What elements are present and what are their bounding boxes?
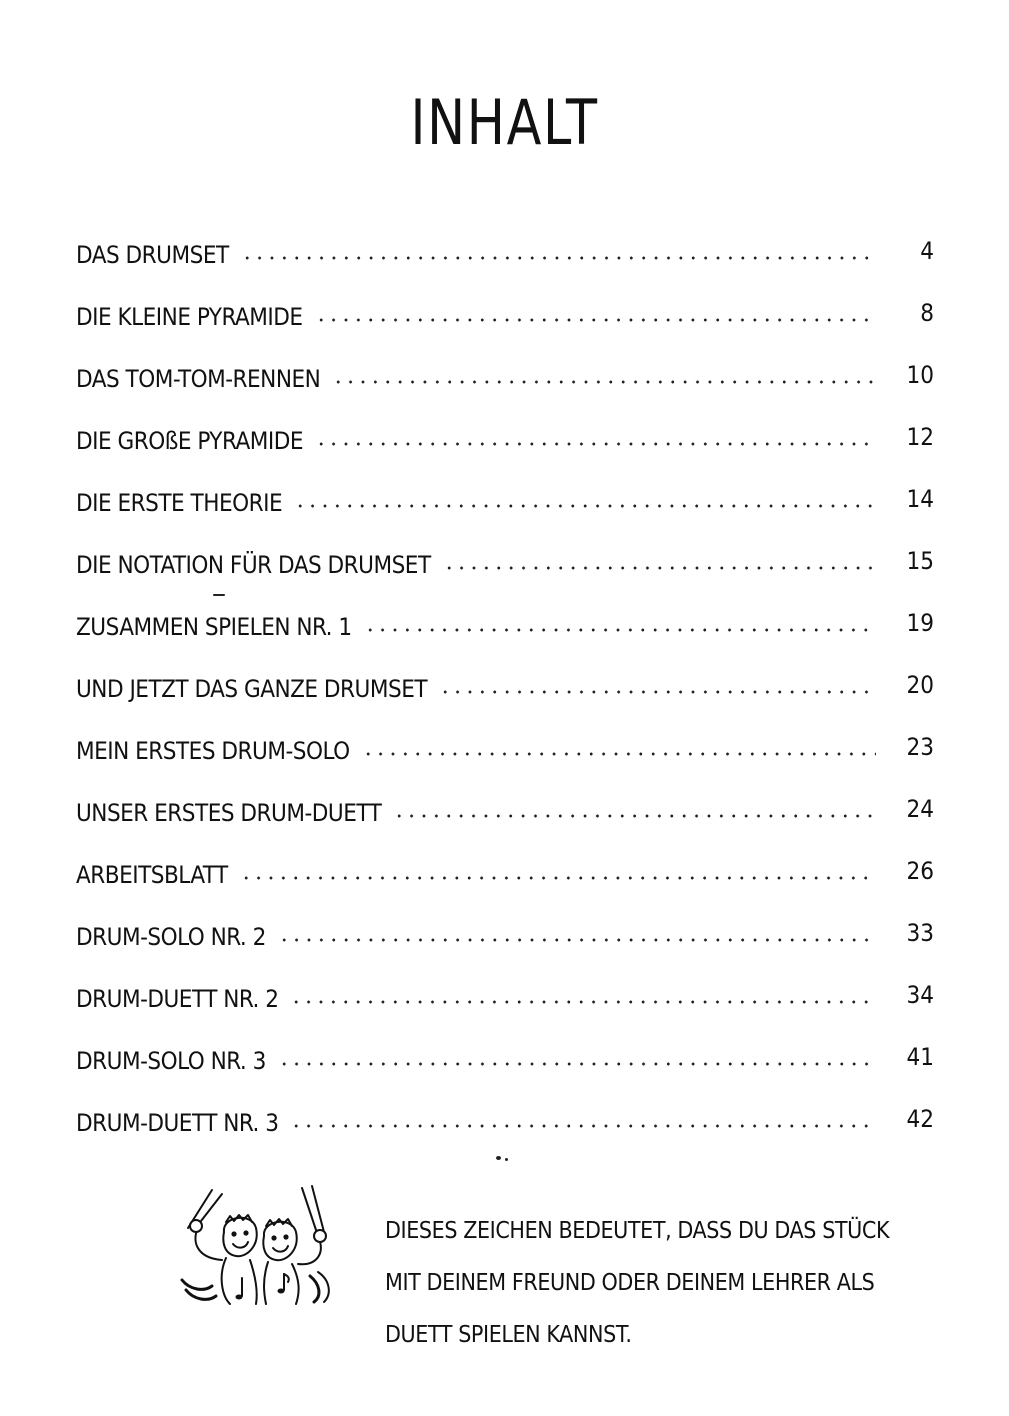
toc-leader-dots	[278, 934, 876, 946]
toc-entry-label: UND JETZT DAS GANZE DRUMSET	[76, 675, 428, 703]
toc-entry-label: DIE ERSTE THEORIE	[76, 489, 283, 517]
toc-entry-label: MEIN ERSTES DRUM-SOLO	[76, 737, 350, 765]
toc-entry	[76, 726, 938, 766]
toc-entry-label: DAS TOM-TOM-RENNEN	[76, 365, 321, 393]
toc-entry-label: DRUM-DUETT NR. 3	[76, 1109, 279, 1137]
duet-explanation-line: MIT DEINEM FREUND ODER DEINEM LEHRER ALS	[385, 1270, 875, 1296]
toc-leader-dots	[240, 872, 876, 884]
toc-entry	[76, 416, 938, 456]
toc-leader-dots	[439, 686, 876, 698]
toc-leader-dots	[315, 314, 876, 326]
toc-leader-dots	[290, 996, 876, 1008]
toc-entry-page: 10	[906, 361, 934, 389]
toc-entry-page: 34	[906, 981, 934, 1009]
toc-entry-label: DIE NOTATION FÜR DAS DRUMSET	[76, 551, 431, 579]
page-title: INHALT	[410, 86, 599, 159]
duet-explanation	[385, 1205, 965, 1361]
toc-leader-dots	[364, 624, 876, 636]
toc-entry-page: 20	[906, 671, 934, 699]
toc-entry-label: DRUM-SOLO NR. 3	[76, 1047, 266, 1075]
toc-entry	[76, 354, 938, 394]
toc-leader-dots	[294, 500, 876, 512]
toc-entry	[76, 292, 938, 332]
duet-explanation-line: DUETT SPIELEN KANNST.	[385, 1322, 632, 1348]
toc-entry	[76, 478, 938, 518]
toc-leader-dots	[278, 1058, 876, 1070]
toc-leader-dots	[290, 1120, 876, 1132]
scan-speck	[496, 1156, 501, 1160]
toc-leader-dots	[332, 376, 876, 388]
toc-leader-dots	[443, 562, 876, 574]
toc-entry-page: 26	[906, 857, 934, 885]
toc-entry	[76, 1036, 938, 1076]
toc-entry-label: DRUM-DUETT NR. 2	[76, 985, 279, 1013]
toc-entry-page: 12	[906, 423, 934, 451]
toc-entry-label: DIE KLEINE PYRAMIDE	[76, 303, 303, 331]
toc-entry	[76, 912, 938, 952]
toc-entry-page: 33	[906, 919, 934, 947]
toc-entry-label: ARBEITSBLATT	[76, 861, 228, 889]
duet-explanation-line: DIESES ZEICHEN BEDEUTET, DASS DU DAS STÜCK	[385, 1218, 890, 1244]
toc-leader-dots	[362, 748, 876, 760]
toc-entry-label: DRUM-SOLO NR. 2	[76, 923, 266, 951]
toc-entry	[76, 230, 938, 270]
toc-entry-page: 14	[906, 485, 934, 513]
scan-speck	[213, 594, 225, 596]
toc-entry-page: 4	[920, 237, 934, 265]
toc-entry	[76, 788, 938, 828]
toc-entry-page: 24	[906, 795, 934, 823]
toc-leader-dots	[241, 252, 876, 264]
toc-entry-label: DAS DRUMSET	[76, 241, 229, 269]
toc-entry-page: 41	[906, 1043, 934, 1071]
toc-entry-page: 8	[920, 299, 934, 327]
scan-speck	[505, 1158, 508, 1161]
toc-entry-label: DIE GROßE PYRAMIDE	[76, 427, 304, 455]
toc-entry-page: 19	[906, 609, 934, 637]
toc-entry-page: 42	[906, 1105, 934, 1133]
toc-entry	[76, 540, 938, 580]
toc-leader-dots	[315, 438, 876, 450]
toc-leader-dots	[393, 810, 876, 822]
toc-entry	[76, 602, 938, 642]
toc-entry	[76, 664, 938, 704]
toc-entry	[76, 974, 938, 1014]
two-drummers-icon	[160, 1180, 350, 1310]
toc-entry-page: 15	[906, 547, 934, 575]
toc-entry	[76, 850, 938, 890]
toc-entry-label: ZUSAMMEN SPIELEN NR. 1	[76, 613, 352, 641]
toc-entry-page: 23	[906, 733, 934, 761]
toc-entry-label: UNSER ERSTES DRUM-DUETT	[76, 799, 382, 827]
toc-entry	[76, 1098, 938, 1138]
